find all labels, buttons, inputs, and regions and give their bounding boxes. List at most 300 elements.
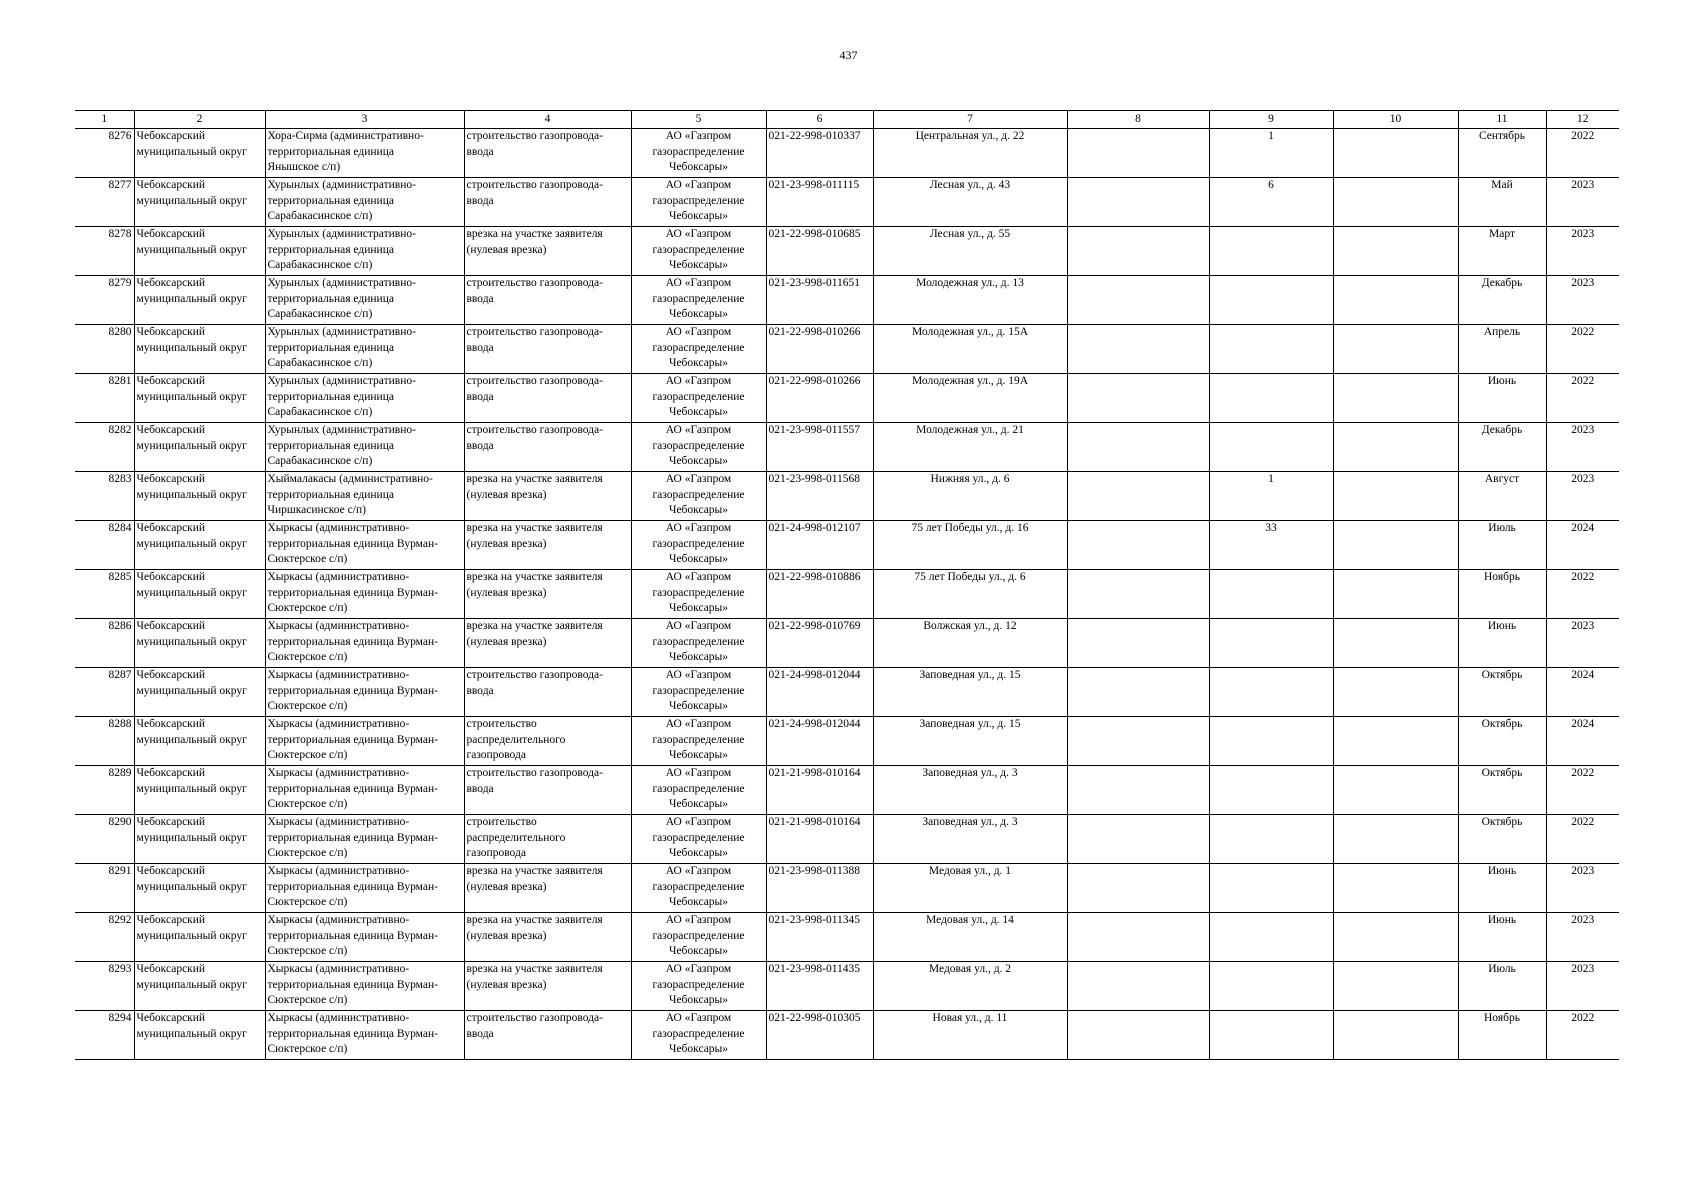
settlement-cell-line: Хурынлых (административно- xyxy=(267,277,416,289)
organization-cell-line: Чебоксары» xyxy=(668,308,729,320)
settlement-cell-line: Сарабакасинское с/п) xyxy=(267,357,373,369)
table-row xyxy=(75,472,1619,521)
organization-cell-line: АО «Газпром xyxy=(665,767,732,779)
request-code-cell: 021-23-998-011115 xyxy=(766,178,873,227)
settlement-cell-line: Сюктерское с/п) xyxy=(267,749,348,761)
column-10-cell xyxy=(1333,766,1458,815)
request-code-cell: 021-23-998-011435 xyxy=(766,962,873,1011)
work-type-cell xyxy=(464,1011,631,1060)
settlement-cell-line: Сарабакасинское с/п) xyxy=(267,259,373,271)
request-code-cell: 021-23-998-011568 xyxy=(766,472,873,521)
organization-cell-line: АО «Газпром xyxy=(665,326,732,338)
work-type-cell-line: строительство газопровода- xyxy=(466,375,603,387)
column-9-cell xyxy=(1209,913,1333,962)
year-cell: 2023 xyxy=(1546,864,1619,913)
column-10-cell xyxy=(1333,962,1458,1011)
column-10-cell xyxy=(1333,913,1458,962)
district-cell xyxy=(134,423,265,472)
column-9-cell xyxy=(1209,717,1333,766)
month-cell: Июнь xyxy=(1458,864,1546,913)
organization-cell xyxy=(631,374,766,423)
month-cell: Декабрь xyxy=(1458,423,1546,472)
address-cell: Лесная ул., д. 43 xyxy=(873,178,1067,227)
table-row xyxy=(75,521,1619,570)
month-cell: Апрель xyxy=(1458,325,1546,374)
district-cell-line: Чебоксарский xyxy=(136,522,206,534)
table-row xyxy=(75,913,1619,962)
year-cell: 2023 xyxy=(1546,178,1619,227)
district-cell-line: муниципальный округ xyxy=(136,929,247,942)
column-header-2: 2 xyxy=(134,111,265,129)
district-cell xyxy=(134,472,265,521)
column-8-cell xyxy=(1067,1011,1209,1060)
column-header-7: 7 xyxy=(873,111,1067,129)
settlement-cell-line: Хыркасы (административно- xyxy=(267,669,410,681)
work-type-cell xyxy=(464,374,631,423)
table-row xyxy=(75,129,1619,178)
column-10-cell xyxy=(1333,815,1458,864)
row-number: 8283 xyxy=(75,472,134,521)
column-8-cell xyxy=(1067,374,1209,423)
settlement-cell xyxy=(265,129,464,178)
district-cell xyxy=(134,1011,265,1060)
settlement-cell-line: Сюктерское с/п) xyxy=(267,994,348,1006)
column-9-cell xyxy=(1209,227,1333,276)
organization-cell xyxy=(631,864,766,913)
column-8-cell xyxy=(1067,227,1209,276)
organization-cell-line: Чебоксары» xyxy=(668,357,729,369)
settlement-cell-line: Хыркасы (административно- xyxy=(267,620,410,632)
organization-cell-line: газораспределение xyxy=(652,1027,745,1040)
organization-cell-line: Чебоксары» xyxy=(668,210,729,222)
settlement-cell-line: Сюктерское с/п) xyxy=(267,651,348,663)
month-cell: Сентябрь xyxy=(1458,129,1546,178)
organization-cell-line: АО «Газпром xyxy=(665,375,732,387)
district-cell-line: Чебоксарский xyxy=(136,473,206,485)
organization-cell-line: газораспределение xyxy=(652,586,745,599)
year-cell: 2024 xyxy=(1546,668,1619,717)
column-header-6: 6 xyxy=(766,111,873,129)
address-cell: Молодежная ул., д. 13 xyxy=(873,276,1067,325)
work-type-cell-line: (нулевая врезка) xyxy=(466,488,547,501)
district-cell-line: муниципальный округ xyxy=(136,635,247,648)
column-8-cell xyxy=(1067,717,1209,766)
year-cell: 2023 xyxy=(1546,227,1619,276)
organization-cell xyxy=(631,570,766,619)
table-row xyxy=(75,1011,1619,1060)
work-type-cell xyxy=(464,766,631,815)
district-cell-line: Чебоксарский xyxy=(136,865,206,877)
column-header-9: 9 xyxy=(1209,111,1333,129)
work-type-cell-line: (нулевая врезка) xyxy=(466,243,547,256)
settlement-cell-line: Хыркасы (административно- xyxy=(267,963,410,975)
settlement-cell-line: Янышское с/п) xyxy=(267,161,341,173)
work-type-cell-line: газопровода xyxy=(466,847,526,859)
organization-cell-line: АО «Газпром xyxy=(665,130,732,142)
district-cell-line: Чебоксарский xyxy=(136,914,206,926)
settlement-cell-line: Хыркасы (административно- xyxy=(267,718,410,730)
district-cell-line: Чебоксарский xyxy=(136,571,206,583)
settlement-cell xyxy=(265,521,464,570)
organization-cell-line: газораспределение xyxy=(652,145,745,158)
settlement-cell-line: Сюктерское с/п) xyxy=(267,602,348,614)
settlement-cell-line: территориальная единица Вурман- xyxy=(267,880,438,893)
request-code-cell: 021-22-998-010769 xyxy=(766,619,873,668)
work-type-cell-line: врезка на участке заявителя xyxy=(466,963,603,975)
organization-cell-line: АО «Газпром xyxy=(665,522,732,534)
settlement-cell xyxy=(265,1011,464,1060)
year-cell: 2023 xyxy=(1546,423,1619,472)
organization-cell xyxy=(631,1011,766,1060)
work-type-cell-line: строительство газопровода- xyxy=(466,424,603,436)
organization-cell-line: АО «Газпром xyxy=(665,620,732,632)
settlement-cell-line: территориальная единица xyxy=(267,390,394,403)
row-number: 8294 xyxy=(75,1011,134,1060)
organization-cell-line: АО «Газпром xyxy=(665,718,732,730)
district-cell-line: муниципальный округ xyxy=(136,390,247,403)
work-type-cell-line: врезка на участке заявителя xyxy=(466,865,603,877)
organization-cell xyxy=(631,766,766,815)
organization-cell-line: Чебоксары» xyxy=(668,700,729,712)
column-10-cell xyxy=(1333,619,1458,668)
column-9-cell xyxy=(1209,668,1333,717)
organization-cell-line: газораспределение xyxy=(652,782,745,795)
district-cell xyxy=(134,521,265,570)
year-cell: 2024 xyxy=(1546,521,1619,570)
month-cell: Июнь xyxy=(1458,619,1546,668)
table-row xyxy=(75,962,1619,1011)
request-code-cell: 021-24-998-012044 xyxy=(766,717,873,766)
request-code-cell: 021-22-998-010685 xyxy=(766,227,873,276)
table-row xyxy=(75,619,1619,668)
settlement-cell-line: Сюктерское с/п) xyxy=(267,896,348,908)
work-type-cell-line: ввода xyxy=(466,782,494,795)
organization-cell-line: Чебоксары» xyxy=(668,455,729,467)
column-9-cell xyxy=(1209,570,1333,619)
address-cell: 75 лет Победы ул., д. 6 xyxy=(873,570,1067,619)
organization-cell-line: Чебоксары» xyxy=(668,1043,729,1055)
month-cell: Октябрь xyxy=(1458,815,1546,864)
work-type-cell-line: (нулевая врезка) xyxy=(466,635,547,648)
district-cell-line: муниципальный округ xyxy=(136,537,247,550)
request-code-cell: 021-21-998-010164 xyxy=(766,766,873,815)
column-10-cell xyxy=(1333,1011,1458,1060)
district-cell-line: Чебоксарский xyxy=(136,718,206,730)
month-cell: Март xyxy=(1458,227,1546,276)
organization-cell-line: АО «Газпром xyxy=(665,571,732,583)
column-8-cell xyxy=(1067,570,1209,619)
column-9-cell: 6 xyxy=(1209,178,1333,227)
year-cell: 2022 xyxy=(1546,129,1619,178)
work-type-cell xyxy=(464,423,631,472)
table-row xyxy=(75,766,1619,815)
settlement-cell xyxy=(265,325,464,374)
request-code-cell: 021-22-998-010266 xyxy=(766,325,873,374)
month-cell: Ноябрь xyxy=(1458,570,1546,619)
settlement-cell-line: Хыркасы (административно- xyxy=(267,816,410,828)
table-row xyxy=(75,178,1619,227)
address-cell: Молодежная ул., д. 21 xyxy=(873,423,1067,472)
row-number: 8288 xyxy=(75,717,134,766)
settlement-cell xyxy=(265,178,464,227)
district-cell-line: муниципальный округ xyxy=(136,292,247,305)
column-8-cell xyxy=(1067,913,1209,962)
work-type-cell-line: врезка на участке заявителя xyxy=(466,620,603,632)
work-type-cell-line: врезка на участке заявителя xyxy=(466,473,603,485)
page-number: 437 xyxy=(839,48,858,62)
year-cell: 2023 xyxy=(1546,913,1619,962)
organization-cell xyxy=(631,325,766,374)
work-type-cell xyxy=(464,178,631,227)
month-cell: Май xyxy=(1458,178,1546,227)
organization-cell-line: АО «Газпром xyxy=(665,963,732,975)
column-8-cell xyxy=(1067,864,1209,913)
settlement-cell xyxy=(265,619,464,668)
work-type-cell xyxy=(464,521,631,570)
organization-cell-line: газораспределение xyxy=(652,929,745,942)
column-header-10: 10 xyxy=(1333,111,1458,129)
settlement-cell-line: Хурынлых (административно- xyxy=(267,228,416,240)
column-8-cell xyxy=(1067,325,1209,374)
settlement-cell xyxy=(265,864,464,913)
settlement-cell xyxy=(265,227,464,276)
work-type-cell-line: ввода xyxy=(466,684,494,697)
address-cell: Заповедная ул., д. 15 xyxy=(873,717,1067,766)
settlement-cell-line: территориальная единица Вурман- xyxy=(267,782,438,795)
column-header-5: 5 xyxy=(631,111,766,129)
settlement-cell-line: территориальная единица Вурман- xyxy=(267,635,438,648)
district-cell-line: муниципальный округ xyxy=(136,733,247,746)
request-code-cell: 021-23-998-011651 xyxy=(766,276,873,325)
district-cell xyxy=(134,570,265,619)
request-code-cell: 021-23-998-011557 xyxy=(766,423,873,472)
district-cell-line: муниципальный округ xyxy=(136,488,247,501)
column-10-cell xyxy=(1333,374,1458,423)
table-row xyxy=(75,374,1619,423)
settlement-cell xyxy=(265,423,464,472)
work-type-cell-line: врезка на участке заявителя xyxy=(466,228,603,240)
work-type-cell-line: (нулевая врезка) xyxy=(466,586,547,599)
work-type-cell xyxy=(464,276,631,325)
work-type-cell xyxy=(464,668,631,717)
organization-cell-line: АО «Газпром xyxy=(665,914,732,926)
organization-cell-line: Чебоксары» xyxy=(668,847,729,859)
settlement-cell-line: Хыркасы (административно- xyxy=(267,1012,410,1024)
district-cell-line: муниципальный округ xyxy=(136,978,247,991)
address-cell: Волжская ул., д. 12 xyxy=(873,619,1067,668)
table-row xyxy=(75,423,1619,472)
address-cell: Заповедная ул., д. 3 xyxy=(873,766,1067,815)
table-row xyxy=(75,668,1619,717)
district-cell-line: муниципальный округ xyxy=(136,684,247,697)
settlement-cell-line: Хыркасы (административно- xyxy=(267,522,410,534)
settlement-cell-line: Хурынлых (административно- xyxy=(267,424,416,436)
column-8-cell xyxy=(1067,668,1209,717)
organization-cell-line: газораспределение xyxy=(652,341,745,354)
district-cell-line: Чебоксарский xyxy=(136,620,206,632)
organization-cell-line: газораспределение xyxy=(652,733,745,746)
organization-cell-line: Чебоксары» xyxy=(668,749,729,761)
settlement-cell-line: территориальная единица Вурман- xyxy=(267,1027,438,1040)
organization-cell-line: АО «Газпром xyxy=(665,669,732,681)
column-9-cell xyxy=(1209,325,1333,374)
settlement-cell-line: Сарабакасинское с/п) xyxy=(267,406,373,418)
month-cell: Октябрь xyxy=(1458,717,1546,766)
work-type-cell-line: (нулевая врезка) xyxy=(466,880,547,893)
district-cell xyxy=(134,864,265,913)
settlement-cell-line: территориальная единица Вурман- xyxy=(267,733,438,746)
month-cell: Август xyxy=(1458,472,1546,521)
settlement-cell-line: территориальная единица xyxy=(267,145,394,158)
organization-cell-line: газораспределение xyxy=(652,439,745,452)
column-header-3: 3 xyxy=(265,111,464,129)
column-9-cell xyxy=(1209,766,1333,815)
settlement-cell-line: Хыркасы (административно- xyxy=(267,865,410,877)
work-type-cell-line: ввода xyxy=(466,390,494,403)
address-cell: 75 лет Победы ул., д. 16 xyxy=(873,521,1067,570)
column-10-cell xyxy=(1333,570,1458,619)
row-number: 8285 xyxy=(75,570,134,619)
district-cell-line: Чебоксарский xyxy=(136,963,206,975)
district-cell-line: муниципальный округ xyxy=(136,145,247,158)
column-9-cell: 1 xyxy=(1209,129,1333,178)
work-type-cell-line: ввода xyxy=(466,341,494,354)
settlement-cell-line: территориальная единица xyxy=(267,243,394,256)
organization-cell-line: газораспределение xyxy=(652,684,745,697)
organization-cell xyxy=(631,815,766,864)
month-cell: Декабрь xyxy=(1458,276,1546,325)
settlement-cell-line: Сюктерское с/п) xyxy=(267,1043,348,1055)
column-9-cell xyxy=(1209,276,1333,325)
organization-cell-line: газораспределение xyxy=(652,635,745,648)
work-type-cell-line: строительство xyxy=(466,816,537,828)
settlement-cell-line: территориальная единица xyxy=(267,341,394,354)
organization-cell xyxy=(631,913,766,962)
column-10-cell xyxy=(1333,423,1458,472)
request-code-cell: 021-23-998-011388 xyxy=(766,864,873,913)
settlement-cell-line: Чиршкасинское с/п) xyxy=(267,504,366,516)
month-cell: Июнь xyxy=(1458,374,1546,423)
settlement-cell-line: Хурынлых (административно- xyxy=(267,375,416,387)
work-type-cell-line: распределительного xyxy=(466,733,566,746)
district-cell-line: Чебоксарский xyxy=(136,228,206,240)
row-number: 8291 xyxy=(75,864,134,913)
work-type-cell-line: строительство газопровода- xyxy=(466,669,603,681)
column-10-cell xyxy=(1333,472,1458,521)
settlement-cell xyxy=(265,374,464,423)
work-type-cell xyxy=(464,619,631,668)
settlement-cell-line: территориальная единица Вурман- xyxy=(267,929,438,942)
year-cell: 2022 xyxy=(1546,1011,1619,1060)
work-type-cell-line: строительство газопровода- xyxy=(466,179,603,191)
organization-cell-line: АО «Газпром xyxy=(665,277,732,289)
address-cell: Молодежная ул., д. 15А xyxy=(873,325,1067,374)
row-number: 8278 xyxy=(75,227,134,276)
register-table xyxy=(75,110,1619,1060)
request-code-cell: 021-22-998-010305 xyxy=(766,1011,873,1060)
column-number-row xyxy=(75,111,1619,129)
settlement-cell-line: Сюктерское с/п) xyxy=(267,945,348,957)
district-cell xyxy=(134,276,265,325)
settlement-cell-line: территориальная единица xyxy=(267,439,394,452)
district-cell xyxy=(134,325,265,374)
settlement-cell-line: Сюктерское с/п) xyxy=(267,700,348,712)
settlement-cell-line: Хыркасы (административно- xyxy=(267,767,410,779)
district-cell xyxy=(134,374,265,423)
district-cell-line: муниципальный округ xyxy=(136,782,247,795)
organization-cell-line: АО «Газпром xyxy=(665,228,732,240)
column-10-cell xyxy=(1333,227,1458,276)
organization-cell xyxy=(631,521,766,570)
settlement-cell-line: территориальная единица Вурман- xyxy=(267,684,438,697)
district-cell xyxy=(134,717,265,766)
settlement-cell xyxy=(265,815,464,864)
organization-cell xyxy=(631,472,766,521)
year-cell: 2022 xyxy=(1546,325,1619,374)
row-number: 8289 xyxy=(75,766,134,815)
column-8-cell xyxy=(1067,766,1209,815)
table-body xyxy=(75,129,1619,1060)
work-type-cell-line: строительство газопровода- xyxy=(466,130,603,142)
organization-cell-line: Чебоксары» xyxy=(668,896,729,908)
work-type-cell-line: строительство газопровода- xyxy=(466,277,603,289)
work-type-cell-line: ввода xyxy=(466,194,494,207)
work-type-cell-line: (нулевая врезка) xyxy=(466,537,547,550)
organization-cell-line: АО «Газпром xyxy=(665,473,732,485)
request-code-cell: 021-24-998-012044 xyxy=(766,668,873,717)
district-cell-line: Чебоксарский xyxy=(136,326,206,338)
district-cell-line: Чебоксарский xyxy=(136,767,206,779)
settlement-cell xyxy=(265,717,464,766)
column-header-12: 12 xyxy=(1546,111,1619,129)
column-10-cell xyxy=(1333,717,1458,766)
work-type-cell-line: врезка на участке заявителя xyxy=(466,914,603,926)
organization-cell-line: Чебоксары» xyxy=(668,161,729,173)
work-type-cell-line: газопровода xyxy=(466,749,526,761)
work-type-cell-line: врезка на участке заявителя xyxy=(466,571,603,583)
organization-cell xyxy=(631,178,766,227)
settlement-cell-line: Хыркасы (административно- xyxy=(267,914,410,926)
request-code-cell: 021-22-998-010886 xyxy=(766,570,873,619)
settlement-cell-line: территориальная единица Вурман- xyxy=(267,537,438,550)
row-number: 8293 xyxy=(75,962,134,1011)
settlement-cell-line: Хора-Сирма (административно- xyxy=(267,130,424,142)
column-9-cell xyxy=(1209,374,1333,423)
district-cell-line: Чебоксарский xyxy=(136,277,206,289)
organization-cell-line: Чебоксары» xyxy=(668,259,729,271)
settlement-cell-line: Хурынлых (административно- xyxy=(267,326,416,338)
organization-cell-line: Чебоксары» xyxy=(668,994,729,1006)
work-type-cell xyxy=(464,325,631,374)
table-row xyxy=(75,227,1619,276)
column-8-cell xyxy=(1067,521,1209,570)
row-number: 8276 xyxy=(75,129,134,178)
work-type-cell xyxy=(464,570,631,619)
table-row xyxy=(75,276,1619,325)
organization-cell-line: Чебоксары» xyxy=(668,945,729,957)
column-9-cell xyxy=(1209,815,1333,864)
settlement-cell xyxy=(265,276,464,325)
district-cell xyxy=(134,227,265,276)
work-type-cell xyxy=(464,962,631,1011)
year-cell: 2023 xyxy=(1546,472,1619,521)
month-cell: Октябрь xyxy=(1458,668,1546,717)
address-cell: Заповедная ул., д. 3 xyxy=(873,815,1067,864)
work-type-cell-line: врезка на участке заявителя xyxy=(466,522,603,534)
organization-cell-line: АО «Газпром xyxy=(665,179,732,191)
settlement-cell xyxy=(265,472,464,521)
settlement-cell-line: Хыймалакасы (административно- xyxy=(267,473,433,485)
